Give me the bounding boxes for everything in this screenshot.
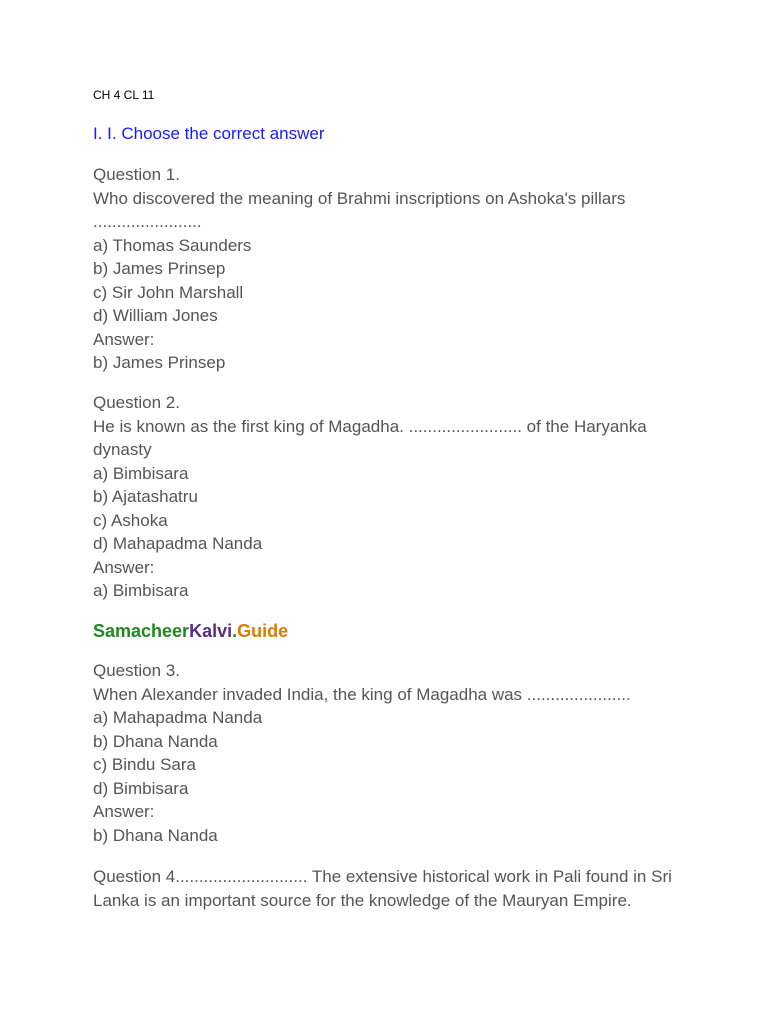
answer-label: Answer: (93, 329, 155, 349)
question-1 (93, 163, 683, 375)
option-a: a) Bimbisara (93, 463, 189, 483)
option-c: c) Ashoka (93, 510, 168, 530)
answer-value: b) James Prinsep (93, 353, 226, 372)
option-d: d) Bimbisara (93, 778, 189, 798)
samacheerkalvi-logo (93, 621, 288, 642)
question-3 (93, 659, 683, 847)
option-d: d) William Jones (93, 306, 218, 325)
question-4 (93, 865, 683, 912)
option-b: b) Dhana Nanda (93, 731, 218, 751)
option-b: b) Ajatashatru (93, 487, 198, 506)
answer-label: Answer: (93, 802, 155, 821)
answer-value: a) Bimbisara (93, 581, 189, 600)
brand-part-dot: . (232, 621, 238, 641)
option-c: c) Sir John Marshall (93, 282, 244, 302)
brand-part-kalvi: Kalvi (189, 621, 233, 641)
question-text: Question 4............................ The extensive historical work in Pali found in Sri Lanka is an important source for the knowledge of the Mauryan Empire. (93, 867, 672, 910)
question-text: Who discovered the meaning of Brahmi inscriptions on Ashoka's pillars ....................... (93, 188, 626, 231)
option-a: a) Mahapadma Nanda (93, 708, 263, 727)
option-c: c) Bindu Sara (93, 755, 196, 774)
question-number: Question 1. (93, 165, 180, 184)
question-text: He is known as the first king of Magadha. ........................ of the Haryanka dynasty (93, 416, 647, 459)
option-b: b) James Prinsep (93, 259, 226, 278)
document-header: CH 4 CL 11 (93, 88, 155, 102)
question-2 (93, 391, 683, 603)
question-text: When Alexander invaded India, the king of Magadha was ...................... (93, 684, 631, 704)
option-a: a) Thomas Saunders (93, 235, 252, 255)
brand-part-guide: Guide (237, 621, 289, 641)
option-d: d) Mahapadma Nanda (93, 534, 263, 553)
answer-value: b) Dhana Nanda (93, 825, 218, 845)
section-heading: I. I. Choose the correct answer (93, 124, 325, 143)
answer-label: Answer: (93, 557, 155, 577)
question-number: Question 2. (93, 393, 180, 412)
brand-part-samacheer: Samacheer (93, 621, 190, 641)
question-number: Question 3. (93, 661, 180, 680)
